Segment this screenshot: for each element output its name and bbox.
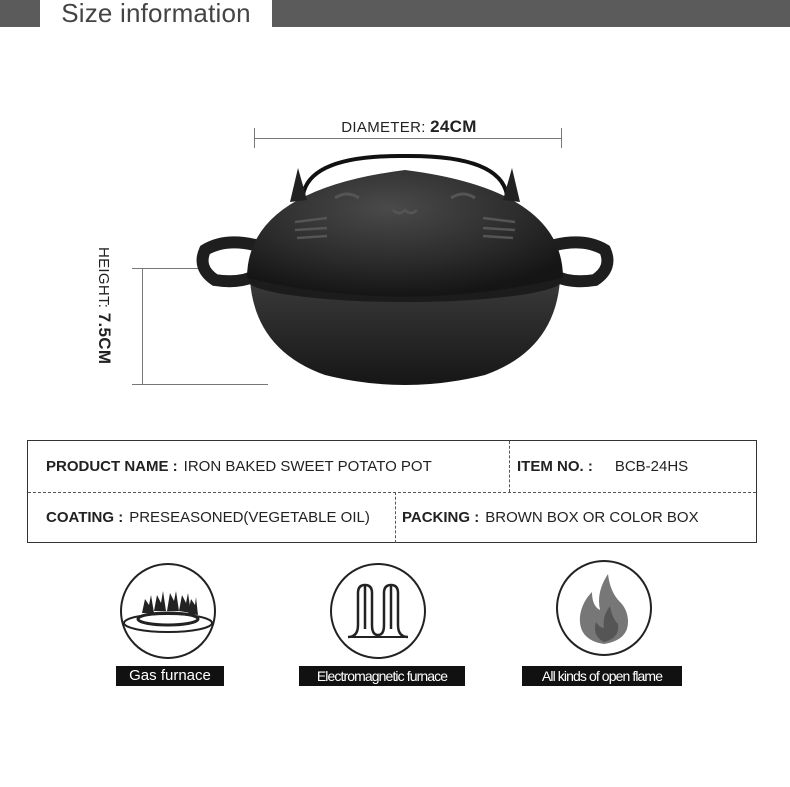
coating-label: COATING : [46, 509, 124, 526]
row1-separator [509, 441, 510, 492]
diameter-label-text: DIAMETER: [341, 119, 426, 136]
open-flame-graphic [558, 562, 650, 654]
product-name-cell [46, 441, 432, 492]
row2-separator [395, 492, 396, 543]
item-no-cell [517, 441, 688, 492]
height-label [92, 247, 118, 397]
open-flame-icon [556, 560, 652, 656]
item-no-value: BCB-24HS [614, 458, 689, 475]
gas-flame-graphic [122, 565, 214, 657]
diameter-tick-left [254, 128, 255, 148]
packing-label: PACKING : [402, 509, 480, 526]
section-title: Size information [61, 0, 251, 28]
spec-row-1 [28, 441, 756, 493]
electromagnetic-furnace-label: Electromagnetic furnace [299, 666, 465, 686]
height-value: 7.5CM [95, 312, 114, 365]
height-label-wrap [94, 247, 114, 364]
packing-value: BROWN BOX OR COLOR BOX [485, 509, 699, 526]
product-name-value: IRON BAKED SWEET POTATO POT [183, 458, 432, 475]
header-bar-left [0, 0, 40, 27]
height-line [142, 268, 143, 384]
product-spec-table [27, 440, 757, 543]
item-no-label: ITEM NO. : [517, 458, 593, 475]
diameter-value: 24CM [430, 117, 477, 136]
diameter-label [256, 117, 562, 137]
height-tick-top [132, 268, 202, 269]
packing-cell [402, 492, 699, 543]
cat-pot-image [195, 150, 615, 390]
gas-flame-icon [120, 563, 216, 659]
diameter-line [254, 138, 562, 139]
induction-coil-icon [330, 563, 426, 659]
spec-row-2 [28, 492, 756, 543]
induction-coil-graphic [332, 565, 424, 657]
open-flame-label: All kinds of open flame [522, 666, 682, 686]
coating-value: PRESEASONED(VEGETABLE OIL) [129, 509, 370, 526]
coating-cell [46, 492, 370, 543]
header-bar-right [272, 0, 790, 27]
gas-furnace-label: Gas furnace [116, 666, 224, 686]
product-name-label: PRODUCT NAME : [46, 458, 178, 475]
height-label-text: HEIGHT: [95, 247, 112, 309]
